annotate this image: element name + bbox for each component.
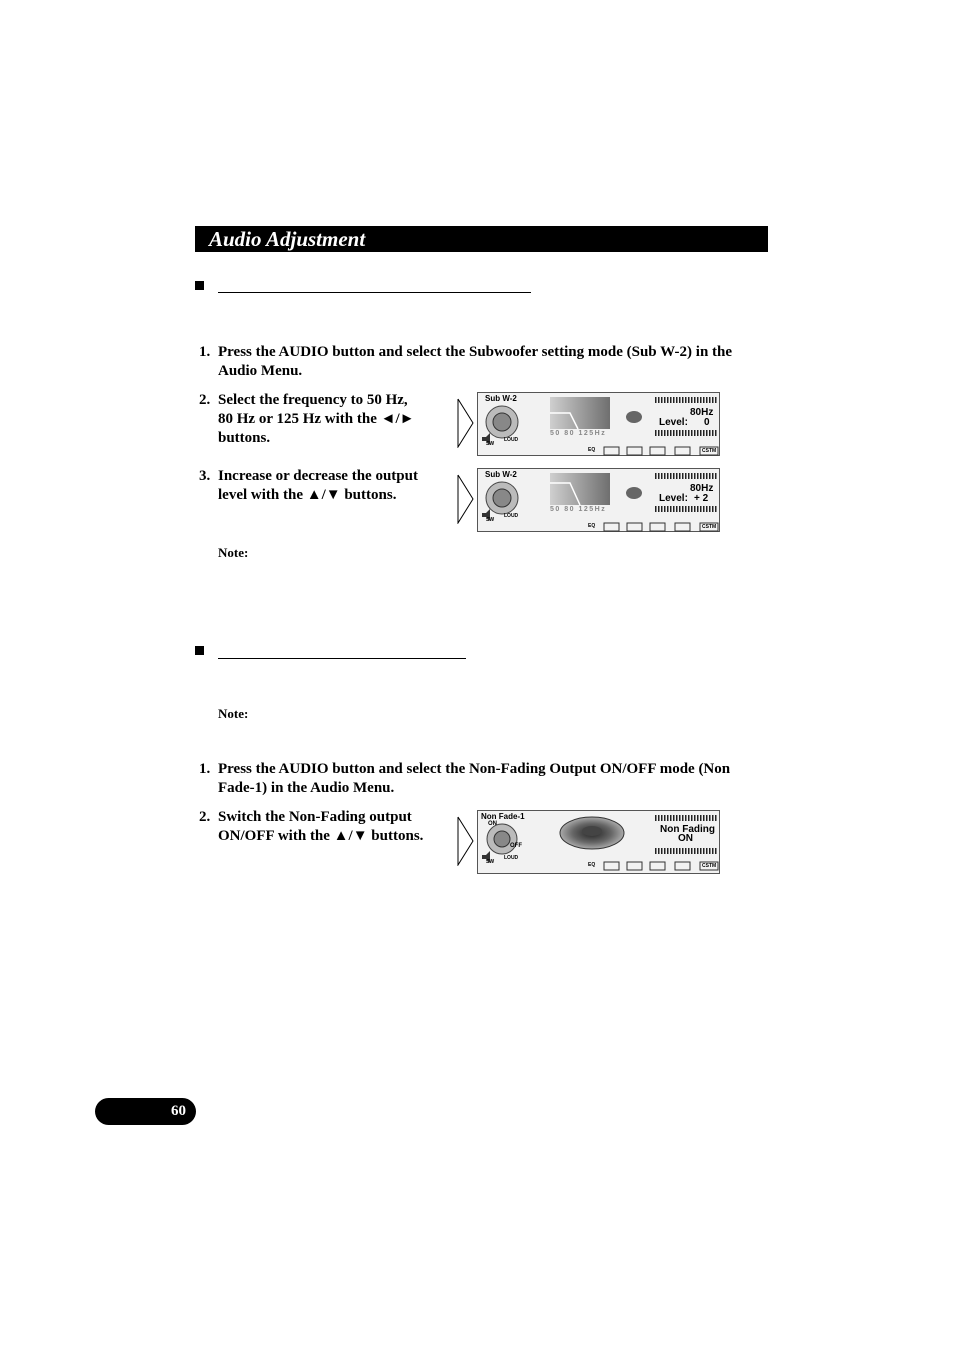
arrow-icon — [457, 398, 475, 448]
step-3: 3. Increase or decrease the output level with the ▲/▼ buttons. — [199, 468, 418, 503]
step-2: 2. Select the frequency to 50 Hz, 80 Hz or 125 Hz with the ◄/► buttons. — [199, 392, 415, 446]
display-subwoofer-2: Sub W-2 50 80 125Hz 80Hz Level: + 2 SW LOUD EQ CSTM — [477, 468, 720, 532]
heading-rule — [218, 658, 466, 659]
arrow-icon — [457, 474, 475, 524]
section-bullet — [195, 281, 204, 290]
section-bullet — [195, 646, 204, 655]
heading-rule — [218, 292, 531, 293]
status-line-1: Non Fading — [660, 824, 715, 835]
page-number: 60 — [171, 1103, 186, 1119]
status-line-2: ON — [678, 833, 693, 844]
step-1: 1. Press the AUDIO button and select the Subwoofer setting mode (Sub W-2) in the Audio Menu. — [199, 344, 733, 379]
step-2: 2. Switch the Non-Fading output ON/OFF with the ▲/▼ buttons. — [199, 809, 424, 844]
frequency-options: 50 80 125Hz — [550, 506, 607, 513]
frequency-value: 80Hz — [690, 483, 714, 494]
page-number-badge — [95, 1098, 196, 1125]
display-title: Sub W-2 — [485, 394, 517, 403]
on-label: ON — [488, 821, 497, 827]
display-title: Sub W-2 — [485, 470, 517, 479]
step-1: 1. Press the AUDIO button and select the Non-Fading Output ON/OFF mode (Non Fade-1) in the Audio Menu. — [199, 761, 731, 796]
level-label: Level: — [659, 417, 688, 428]
frequency-options: 50 80 125Hz — [550, 430, 607, 437]
level-value: + 2 — [694, 493, 709, 504]
off-label: OFF — [510, 843, 522, 849]
display-subwoofer-1: Sub W-2 50 80 125Hz 80Hz Level: 0 SW LOUD EQ CSTM — [477, 392, 720, 456]
level-value: 0 — [704, 417, 710, 428]
note-label: Note: — [218, 706, 249, 721]
frequency-value: 80Hz — [690, 407, 714, 418]
display-title: Non Fade-1 — [481, 812, 525, 821]
page-title: Audio Adjustment — [209, 227, 366, 251]
note-label: Note: — [218, 545, 249, 560]
section-header — [195, 226, 768, 252]
arrow-icon — [457, 816, 475, 866]
display-non-fade: Non Fade-1 ON OFF Non Fading ON SW LOUD EQ CSTM — [477, 810, 720, 874]
level-label: Level: — [659, 493, 688, 504]
